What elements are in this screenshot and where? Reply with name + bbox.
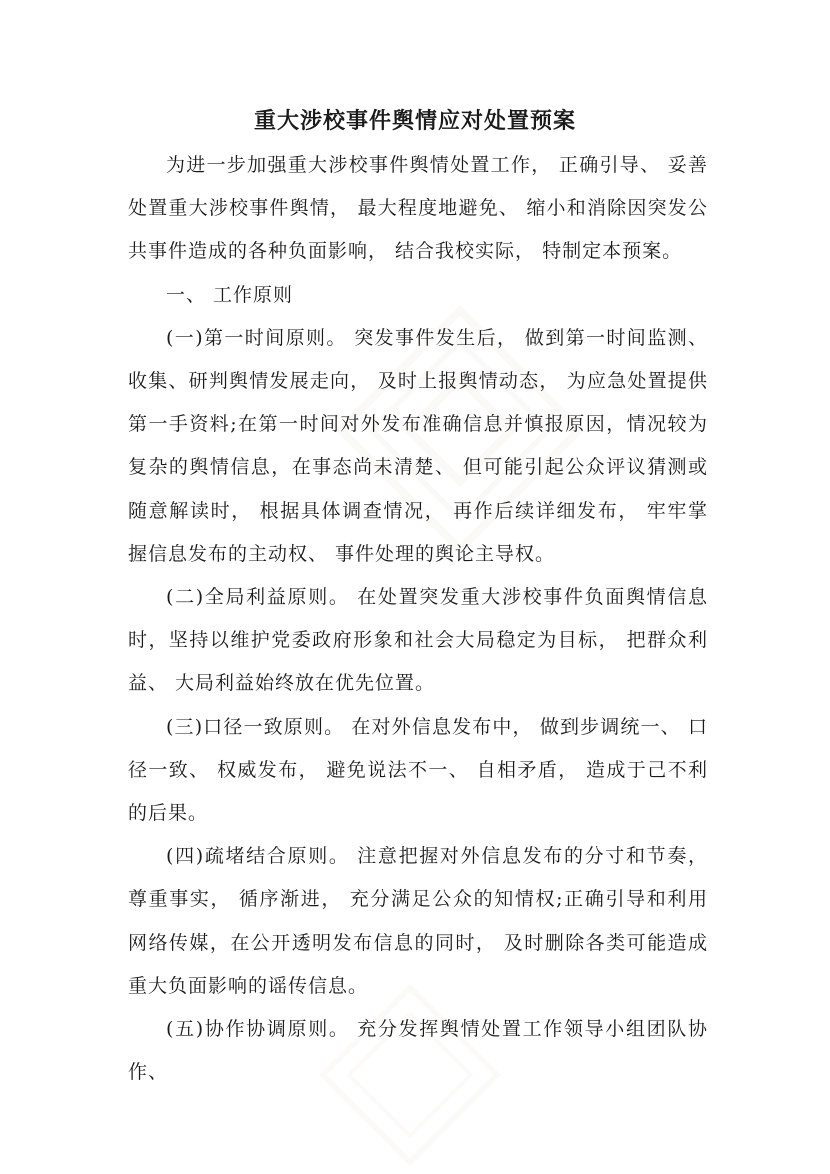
document-body — [128, 144, 708, 1094]
principle-paragraph-2: (二)全局利益原则。 在处置突发重大涉校事件负面舆情信息时，坚持以维护党委政府形象和社会大局稳定为目标， 把群众利益、 大局利益始终放在优先位置。 — [128, 586, 708, 695]
intro-paragraph: 为进一步加强重大涉校事件舆情处置工作， 正确引导、 妥善处置重大涉校事件舆情， 最大程度地避免、 缩小和消除因突发公共事件造成的各种负面影响， 结合我校实际， 特制定本预案。 — [128, 154, 708, 263]
document-title: 重大涉校事件舆情应对处置预案 — [253, 109, 576, 134]
principle-paragraph-4: (四)疏堵结合原则。 注意把握对外信息发布的分寸和节奏， 尊重事实， 循序渐进， 充分满足公众的知情权;正确引导和利用网络传媒，在公开透明发布信息的同时， 及时删除各类可能造成重大负面影响的谣传信息。 — [128, 845, 708, 997]
principle-paragraph-1: (一)第一时间原则。 突发事件发生后， 做到第一时间监测、 收集、研判舆情发展走向， 及时上报舆情动态， 为应急处置提供第一手资料;在第一时间对外发布准确信息并慎报原因，情况较为复杂的舆情信息，在事态尚未清楚、 但可能引起公众评议猜测或随意解读时， 根据具体调查情况， 再作后续详细发布， 牢牢掌握信息发布的主动权、 事件处理的舆论主导权。 — [128, 326, 708, 565]
principle-paragraph-5: (五)协作协调原则。 充分发挥舆情处置工作领导小组团队协作、 — [128, 1018, 708, 1084]
section-heading: 一、 工作原则 — [166, 283, 294, 306]
principle-paragraph-3: (三)口径一致原则。 在对外信息发布中， 做到步调统一、 口径一致、 权威发布， 避免说法不一、 自相矛盾， 造成于己不利的后果。 — [128, 715, 708, 825]
